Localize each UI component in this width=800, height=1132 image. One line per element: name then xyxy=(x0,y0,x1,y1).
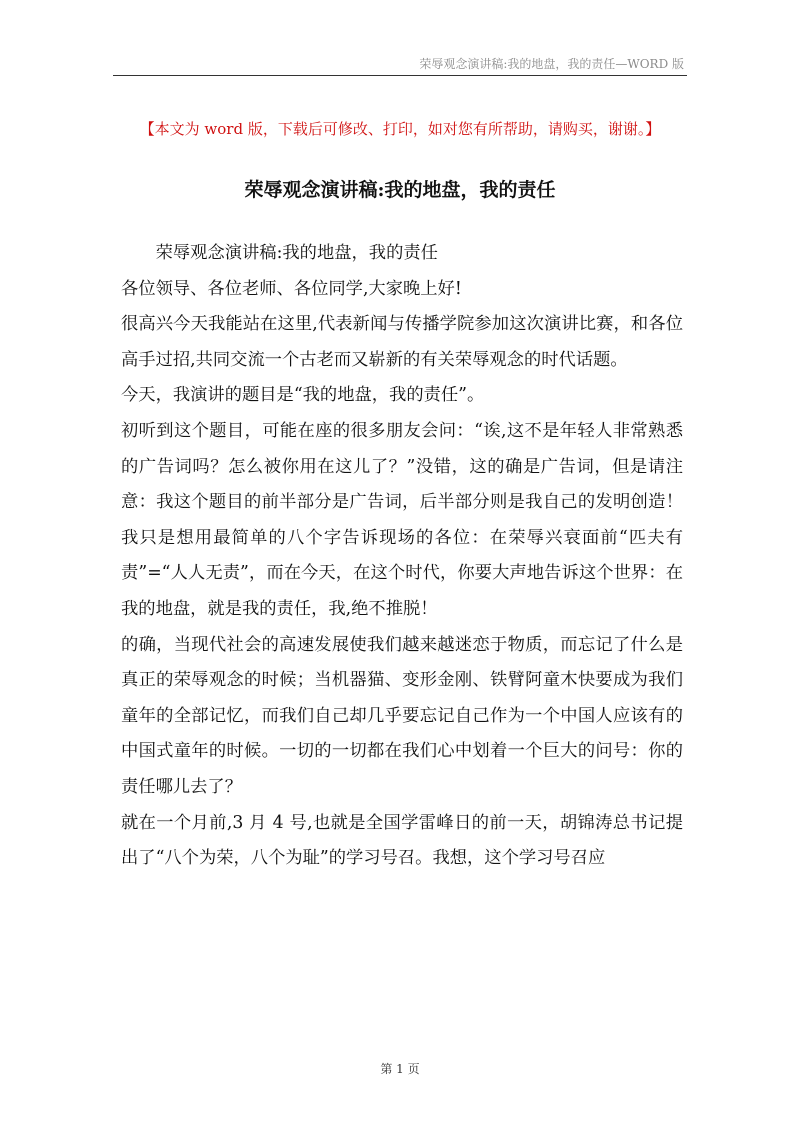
running-header: 荣辱观念演讲稿:我的地盘，我的责任—WORD 版 xyxy=(419,57,684,71)
body-paragraph: 就在一个月前,3 月 4 号,也就是全国学雷峰日的前一天，胡锦涛总书记提出了“八个为荣，八个为耻”的学习号召。我想，这个学习号召应 xyxy=(121,812,683,869)
download-notice: 【本文为 word 版，下载后可修改、打印，如对您有所帮助，请购买，谢谢。】 xyxy=(139,120,661,138)
document-body xyxy=(121,236,683,877)
body-paragraph: 各位领导、各位老师、各位同学,大家晚上好! xyxy=(121,278,462,299)
page-number: 第 1 页 xyxy=(380,1062,420,1076)
document-title: 荣辱观念演讲稿:我的地盘，我的责任 xyxy=(244,179,556,201)
body-paragraph: 初听到这个题目，可能在座的很多朋友会问：“诶,这不是年轻人非常熟悉的广告词吗？怎么被你用在这儿了？”没错，这的确是广告词，但是请注意：我这个题目的前半部分是广告词，后半部分则是我自己的发明创造！我只是想用最简单的八个字告诉现场的各位：在荣辱兴衰面前“匹夫有责”=“人人无责”，而在今天，在这个时代，你要大声地告诉这个世界：在我的地盘，就是我的责任，我,绝不推脱！ xyxy=(121,420,683,619)
body-paragraph: 荣辱观念演讲稿:我的地盘，我的责任 xyxy=(155,243,438,263)
body-paragraph: 的确，当现代社会的高速发展使我们越来越迷恋于物质，而忘记了什么是真正的荣辱观念的时候；当机器猫、变形金刚、铁臂阿童木快要成为我们童年的全部记忆，而我们自己却几乎要忘记自己作为一个中国人应该有的中国式童年的时候。一切的一切都在我们心中划着一个巨大的问号：你的责任哪儿去了？ xyxy=(121,634,683,797)
body-paragraph: 今天，我演讲的题目是“我的地盘，我的责任”。 xyxy=(121,385,485,406)
body-paragraph: 很高兴今天我能站在这里,代表新闻与传播学院参加这次演讲比赛，和各位高手过招,共同交流一个古老而又崭新的有关荣辱观念的时代话题。 xyxy=(121,314,683,370)
header-divider xyxy=(113,75,687,76)
